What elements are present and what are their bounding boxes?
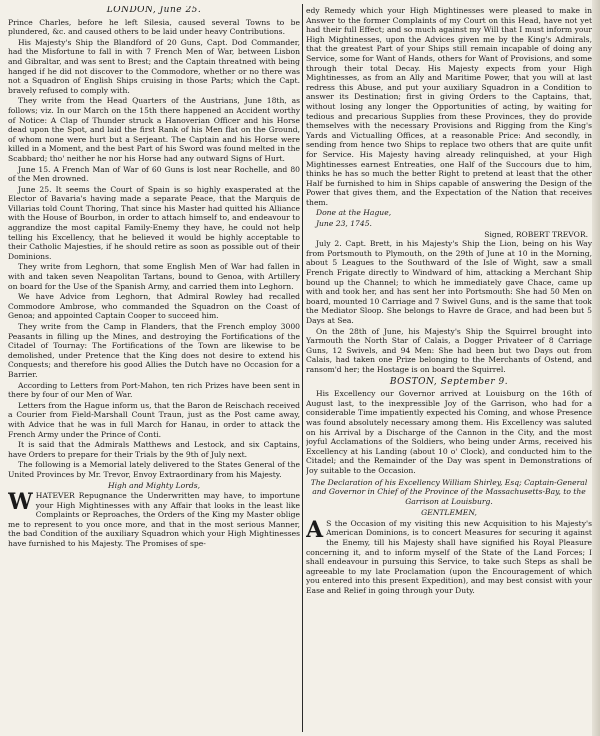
- column-rule: [302, 4, 303, 732]
- paragraph: They write from Leghorn, that some English Men of War had fallen in with and taken seven Neapolitan Tartans, bound to Genoa, with Artillery on board for the Use of the Spanish Army, and carried them into Leghorn.: [8, 262, 300, 291]
- dateline-london: LONDON, June 25.: [106, 6, 202, 15]
- paragraph: The following is a Memorial lately delivered to the States General of the United Provinces by Mr. Trevor, Envoy Extraordinary from his Majesty.: [8, 460, 300, 479]
- right-column: [306, 6, 592, 732]
- memorial-text: HATEVER Repugnance the Underwritten may have, to importune your High Mightinesses with any Affair that looks in the least like Complaints or Reproaches, the Orders of the King my Master oblige me to represent to you once more, and that in the most serious Manner, the bad Condition of the auxiliary Squadron which your High Mightinesses have furnished to his Majesty. The Promises of spe-: [8, 491, 300, 549]
- paragraph: According to Letters from Port-Mahon, ten rich Prizes have been sent in there by four of our Men of War.: [8, 380, 300, 400]
- declaration-text: S the Occasion of my visiting this new Acquisition to his Majesty's American Dominions, is to concert Measures for securing it against the Enemy, till his Majesty shall have signified his Royal Pleasure concerning it, and to inform myself of the State of the Land Forces; I shall endeavour in pursuing this Service, to take such Steps as shall be agreeable to my late Proclamation (upon the Encouragement of which you entered into this present Expedition), and may best consist with your Ease and Relief in going through your Duty.: [306, 518, 592, 596]
- dateline-boston: BOSTON, September 9.: [389, 376, 509, 387]
- paragraph: Prince Charles, before he left Silesia, caused several Towns to be plundered, &c. and caused others to be laid under heavy Contributions.: [8, 17, 300, 37]
- paragraph: It is said that the Admirals Matthews and Lestock, and six Captains, have Orders to prepare for their Trials by the 9th of July next.: [8, 440, 300, 459]
- left-column: [8, 6, 300, 732]
- paragraph: They write from the Camp in Flanders, that the French employ 3000 Peasants in filling up the Mines, and destroying the Fortifications of the Citadel of Tournay: The Fortifications of the Town are likewise to be demolished, under Pretence that the King does not desire to extend his Conquests; and therefore his good Allies the Dutch have no Occasion for a Barrier.: [8, 322, 300, 379]
- page-edge: [592, 0, 600, 736]
- paragraph: His Excellency our Governor arrived at Louisburg on the 16th of August last, to the inexpressible Joy of the Garrison, who had for a considerable Time impatiently expected his Coming, and whose Presence was found absolutely necessary among them. His Excellency was saluted on his Arrival by a Discharge of the Cannon in the City, and the most joyful Acclamations of the Soldiers, who being under Arms, received his Excellency at his Landing (about 10 o' Clock), and conducted him to the Citadel; and the Remainder of the Day was spent in Demonstrations of Joy suitable to the Occasion.: [306, 389, 592, 475]
- paragraph: June 25. It seems the Court of Spain is so highly exasperated at the Elector of Bavaria's having made a separate Peace, that the Marquis de Villarias told Count Thoring, That since his Master had quitted his Alliance with the House of Bourbon, in order to attach himself to, and endeavour to aggrandize the most capital Family-Enemy they have, he could not help telling his Excellency, that he believed it would be highly acceptable to their Catholic Majesties, if he should retire as soon as possible out of their Dominions.: [8, 184, 300, 261]
- place-line: Done at the Hague,: [316, 208, 392, 218]
- paragraph: July 2. Capt. Brett, in his Majesty's Ship the Lion, being on his Way from Portsmouth to Plymouth, on the 29th of June at 10 in the Morning, about 5 Leagues to the Southward of the Isle of Wight, saw a small French Frigate directly to Windward of him, attacking a Merchant Ship bound up the Channel; to which he immediately gave Chace, came up with and took her, and has sent her into Portsmouth: She had 50 Men on board, mounted 10 Carriage and 7 Swivel Guns, and is the same that took the Mediator Sloop. She belongs to Havre de Grace, and had been but 5 Days at Sea.: [306, 239, 592, 325]
- memorial-paragraph: [8, 491, 300, 549]
- paragraph: On the 28th of June, his Majesty's Ship the Squirrel brought into Yarmouth the North Star of Calais, a Dogger Privateer of 8 Carriage Guns, 12 Swivels, and 94 Men: She had been but two Days out from Calais, had taken one Prize belonging to the Merchants of Ostend, and ransom'd her; the Hostage is on board the Squirrel.: [306, 326, 592, 374]
- date-line: June 23, 1745.: [316, 219, 372, 229]
- memorial-salutation: High and Mighty Lords,: [107, 480, 201, 490]
- declaration-paragraph: [306, 516, 592, 596]
- drop-cap: A: [306, 516, 324, 543]
- paragraph: Letters from the Hague inform us, that the Baron de Reischach received a Courier from Field-Marshall Count Traun, just as the Post came away, with Advice that he was in full March for Hanau, in order to attack the French Army under the Prince of Conti.: [8, 400, 300, 439]
- drop-cap: W: [8, 489, 33, 516]
- paragraph: His Majesty's Ship the Blandford of 20 Guns, Capt. Dod Commander, had the Misfortune to fall in with 7 French Men of War, between Lisbon and Gibraltar, and was sent to Brest; and the Captain threatned with being hanged if he did not discover to the Commodore, whether or no there was not a Squadron of English Ships cruising in those Parts; which the Capt. bravely refused to comply with.: [8, 37, 300, 95]
- signed-line: Signed, ROBERT TREVOR.: [484, 229, 588, 239]
- paragraph: June 15. A French Man of War of 60 Guns is lost near Rochelle, and 80 of the Men drowned.: [8, 164, 300, 184]
- paragraph: We have Advice from Leghorn, that Admiral Rowley had recalled Commodore Ambrose, who commanded the Squadron on the Coast of Genoa; and appointed Captain Cooper to succeed him.: [8, 292, 300, 321]
- declaration-salutation: GENTLEMEN,: [421, 508, 477, 518]
- declaration-heading: The Declaration of his Excellency William Shirley, Esq; Captain-General and Governor in Chief of the Province of the Massachusetts-Bay, to the Garrison at Louisburg.: [310, 477, 588, 506]
- paragraph: They write from the Head Quarters of the Austrians, June 18th, as follows; viz. In our March on the 15th there happened an Accident worthy of Notice: A Clap of Thunder struck a Hanoverian Officer and his Horse dead upon the Spot, and laid the first Rank of his Men flat on the Ground, of whom none were hurt but a Serjeant. The Captain and his Horse were killed in a Moment, and the best Part of his Sword was found melted in the Scabbard; tho' neither he nor his Horse had any outward Signs of Hurt.: [8, 96, 300, 163]
- paragraph: edy Remedy which your High Mightinesses were pleased to make in Answer to the former Complaints of my Court on this Head, have not yet had their full Effect; and so much against my Will that I must inform your High Mightinesses, upon the Advices given me by the King's Admirals, that the greatest Part of your Ships still remain incapable of doing any Service, some for Want of Hands, others for Want of Provisions, and some through their total Decay. His Majesty expects from your High Mightinesses, as from an Ally and Maritime Power, that you will at last redress this Abuse, and put your auxiliary Squadron in a Condition to answer its Destination; first in giving Orders to the Captains, that, without losing any longer the Opportunities of acting, by waiting for tedious and precarious Supplies from these Provinces, they do provide themselves with the necessary Provisions and Rigging from the King's Yards and Victualling Offices, at a reasonable Price: And secondly, in sending from hence two Ships to replace two others that are quite unfit for Service. His Majesty having already relinquished, at your High Mightinesses earnest Entreaties, one Half of the Succours due to him, thinks he has so much the better Right to pretend at least that the other Half be furnished to him in Ships capable of answering the Design of the Power that gives them, and the Expectation of the Nation that receives them.: [306, 6, 592, 207]
